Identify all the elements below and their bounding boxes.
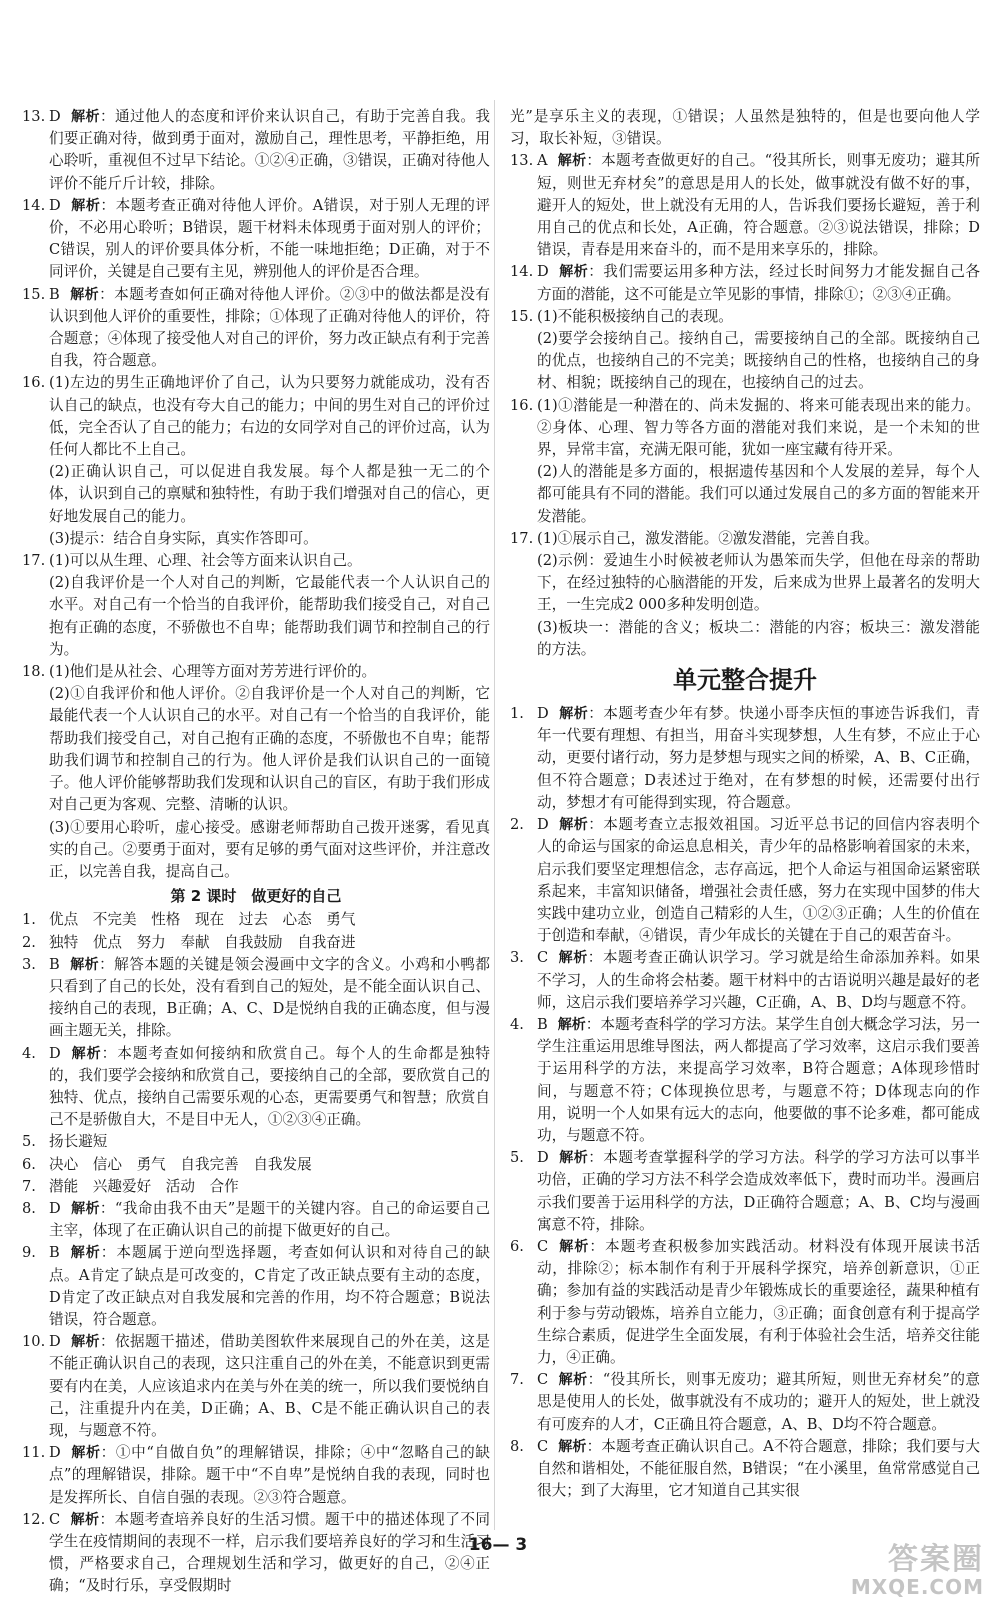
- item-number: 14.: [510, 263, 534, 281]
- analysis-text: ：本题考查科学的学习方法。某学生自创大概念学习法，另一学生注重运用思维导图法，两人都提高了学习效率，这启示我们要善于运用科学的方法，来提高学习效率，B符合题意；A体现珍惜时间，与题意不符；C体现换位思考，与题意不符；D体现志向的作用，说明一个人如果有远大的志向，他要做的事不论多难，都可能成功，与题意不符。: [537, 1015, 980, 1144]
- answer-item: [510, 703, 980, 814]
- analysis-text: ：“役其所长，则事无废功；避其所短，则世无弃材矣”的意思是使用人的长处，做事就没有不成功的；避开人的短处，世上就没有可废弃的人才，C正确且符合题意，A、B、D均不符合题意。: [537, 1371, 980, 1433]
- item-body: [49, 954, 490, 1043]
- analysis-label: 解析: [70, 197, 101, 214]
- answer-item: [510, 1014, 980, 1147]
- analysis-label: 解析: [558, 1372, 588, 1389]
- analysis-text: ：本题考查培养良好的生活习惯。题干中的描述体现了不同学生在疫情期间的表现不一样，启示我们要培养良好的学习和生活习惯，严格要求自己，合理规划生活和学习，做更好的自己，②④正确；“及时行乐，享受假期时: [49, 1510, 490, 1595]
- answer-paragraph: (1)可以从生理、心理、社会等方面来认识自己。: [49, 552, 362, 570]
- item-number: 18.: [22, 663, 46, 681]
- item-body: [537, 528, 980, 661]
- analysis-text: ：依据题干描述，借助美图软件来展现自己的外在美，这是不能正确认识自己的表现，这只注重自己的外在美，不能意识到更需要有内在美，人应该追求内在美与外在美的统一，所以我们要悦纳自己，注重提升内在美，D正确；A、B、C是不能正确认识自己的表现，与题意不符。: [49, 1333, 490, 1439]
- answer-item: [22, 372, 490, 550]
- analysis-text: ：本题属于逆向型选择题，考查如何认识和对待自己的缺点。A肯定了缺点是可改变的，C肯定了改正缺点要有主动的态度，D肯定了改正缺点对自我发展和完善的作用，均不符合题意；B说法错误，符合题意。: [49, 1244, 490, 1328]
- analysis-label: 解析: [558, 1238, 590, 1255]
- analysis-label: 解析: [69, 1245, 101, 1262]
- answer-item: [22, 195, 490, 284]
- answer-terms: 扬长避短: [49, 1133, 108, 1151]
- answer-item: [22, 1043, 490, 1132]
- answer-item: [22, 1442, 490, 1509]
- answer-letter: C: [537, 1437, 549, 1455]
- item-body: [537, 1014, 980, 1147]
- answer-letter: B: [49, 285, 60, 303]
- answer-paragraph: (2)示例：爱迪生小时候被老师认为愚笨而失学，但他在母亲的帮助下，在经过独特的心脑潜能的开发，后来成为世界上最著名的发明大王，一生完成2 000多种发明创造。: [537, 552, 980, 614]
- continuation-text: 光”是享乐主义的表现，①错误；人虽然是独特的，但是也要向他人学习，取长补短，③错误。: [510, 108, 980, 148]
- answer-letter: C: [49, 1510, 61, 1528]
- item-body: [537, 1147, 980, 1236]
- answer-paragraph: (2)要学会接纳自己。接纳自己，需要接纳自己的全部。既接纳自己的优点，也接纳自己的不完美；既接纳自己的性格，也接纳自己的身材、相貌；既接纳自己的现在，也接纳自己的过去。: [537, 330, 980, 392]
- item-body: [49, 1442, 490, 1509]
- answer-letter: D: [537, 705, 549, 723]
- item-number: 8.: [22, 1199, 36, 1217]
- analysis-text: ：本题考查如何正确对待他人评价。②③中的做法都是没有认识到他人评价的重要性，排除；①体现了正确对待他人的评价，符合题意；④体现了接受他人对自己的评价，努力改正缺点有利于完善自我，符合题意。: [49, 285, 490, 370]
- item-number: 3.: [22, 955, 36, 973]
- analysis-text: ：本题考查正确认识学习。学习就是给生命添加养料。如果不学习，人的生命将会枯萎。题干材料中的古语说明兴趣是最好的老师，这启示我们要培养学习兴趣，C正确，A、B、D均与题意不符。: [537, 949, 980, 1011]
- answer-paragraph: (2)正确认识自己，可以促进自我发展。每个人都是独一无二的个体，认识到自己的禀赋和独特性，有助于我们增强对自己的信心，更好地发展自己的能力。: [49, 463, 490, 525]
- item-body: [49, 550, 490, 661]
- answer-item: [510, 306, 980, 395]
- analysis-text: ：本题考查正确认识自己。A不符合题意，排除；我们要与大自然和谐相处，不能征服自然，B错误；“在小溪里，鱼常常感觉自己很大；到了大海里，它才知道自己其实很: [537, 1437, 981, 1500]
- answer-paragraph: (1)他们是从社会、心理等方面对芳芳进行评价的。: [49, 663, 377, 681]
- item-body: [49, 372, 490, 550]
- analysis-label: 解析: [558, 264, 589, 281]
- item-number: 2.: [510, 816, 524, 834]
- answer-terms: 决心 信心 勇气 自我完善 自我发展: [49, 1155, 312, 1173]
- item-body: [49, 1154, 490, 1176]
- item-number: 8.: [510, 1437, 524, 1455]
- item-body: [537, 1369, 980, 1436]
- answer-letter: B: [49, 955, 60, 973]
- watermark-logo: [851, 1544, 984, 1598]
- analysis-label: 解析: [557, 1016, 586, 1033]
- answer-item: [22, 1176, 490, 1198]
- answer-letter: D: [49, 108, 61, 125]
- answer-letter: C: [537, 949, 549, 967]
- answer-letter: D: [537, 1149, 549, 1167]
- item-number: 15.: [510, 307, 534, 325]
- item-body: [537, 1236, 980, 1369]
- analysis-label: 解析: [558, 1150, 589, 1167]
- answer-paragraph: (3)①要用心聆听，虚心接受。感谢老师帮助自己拨开迷雾，看见真实的自己。②要勇于面对，要有足够的勇气面对这些评价，并注意改正，以完善自我，提高自己。: [49, 818, 490, 880]
- item-number: 17.: [510, 529, 534, 547]
- lesson-heading: 第 2 课时 做更好的自己: [170, 887, 342, 906]
- item-body: [537, 395, 980, 528]
- item-body: [49, 1043, 490, 1132]
- item-body: [49, 1198, 490, 1242]
- answer-item: [22, 550, 490, 661]
- answer-item: [510, 1369, 980, 1436]
- watermark-title: 答案圈: [888, 1542, 984, 1577]
- answer-letter: D: [49, 1444, 61, 1462]
- column-divider: [494, 100, 495, 1530]
- item-number: 9.: [22, 1244, 36, 1262]
- answer-item: [510, 150, 980, 261]
- analysis-label: 解析: [70, 1511, 100, 1528]
- answer-item: [510, 395, 980, 528]
- answer-terms: 独特 优点 努力 奉献 自我鼓励 自我奋进: [49, 933, 356, 951]
- item-number: 1.: [510, 705, 524, 723]
- page-number: 16— 3: [468, 1535, 528, 1555]
- analysis-text: ：①中“自做自负”的理解错误，排除；④中“忽略自己的缺点”的理解错误，排除。题干中“不自卑”是悦纳自我的表现，同时也是发挥所长、自信自强的表现。②③符合题意。: [49, 1444, 491, 1506]
- item-body: [537, 947, 980, 1014]
- item-number: 1.: [22, 911, 36, 929]
- answer-item: [510, 1147, 980, 1236]
- analysis-text: ：本题考查正确对待他人评价。A错误，对于别人无理的评价，不必用心聆听；B错误，题干材料未体现勇于面对别人的评价；C错误，别人的评价要具体分析，不能一味地拒绝；D正确，对于不同评价，关键是自己要有主见，辨别他人的评价是否合理。: [49, 196, 491, 281]
- item-body: [537, 814, 980, 947]
- answer-letter: D: [537, 263, 549, 281]
- analysis-label: 解析: [70, 1200, 100, 1217]
- item-body: [537, 150, 980, 261]
- item-number: 2.: [22, 933, 36, 951]
- answer-terms: 优点 不完美 性格 现在 过去 心态 勇气: [49, 911, 356, 929]
- item-body: [49, 909, 490, 931]
- item-body: [49, 284, 490, 373]
- answer-paragraph: (1)左边的男生正确地评价了自己，认为只要努力就能成功，没有否认自己的缺点，也没有夸大自己的能力；中间的男生对自己的评价过低，完全否认了自己的能力；右边的女同学对自己的评价过高，认为任何人都比不上自己。: [49, 374, 490, 459]
- answer-letter: D: [537, 816, 549, 834]
- item-number: 13.: [510, 152, 534, 170]
- answer-paragraph: (3)提示：结合自身实际，真实作答即可。: [49, 529, 318, 547]
- answer-terms: 潜能 兴趣爱好 活动 合作: [49, 1177, 239, 1195]
- answer-item: [510, 261, 980, 305]
- item-number: 16.: [22, 374, 46, 392]
- item-body: [537, 703, 980, 814]
- analysis-text: ：本题考查掌握科学的学习方法。科学的学习方法可以事半功倍，正确的学习方法不科学会造成效率低下，费时而功半。漫画启示我们要善于运用科学的方法，D正确符合题意；A、B、C均与漫画寓意不符，排除。: [537, 1149, 980, 1233]
- answer-letter: B: [49, 1244, 60, 1262]
- analysis-text: ：通过他人的态度和评价来认识自己，有助于完善自我。我们要正确对待，做到勇于面对，激励自己，理性思考，平静拒绝，用心聆听，重视但不过早下结论。①②④正确，③错误，正确对待他人评价不能斤斤计较，排除。: [49, 108, 490, 192]
- item-body: [49, 106, 490, 195]
- analysis-label: 解析: [558, 706, 589, 723]
- item-body: [49, 1131, 490, 1153]
- item-body: [537, 1436, 980, 1503]
- answer-item: [510, 947, 980, 1014]
- answer-letter: D: [49, 1199, 61, 1217]
- analysis-text: ：本题考查如何接纳和欣赏自己。每个人的生命都是独特的，我们要学会接纳和欣赏自己，要接纳自己的全部，要欣赏自己的独特、优点，接纳自己需要乐观的心态，更需要勇气和智慧；欣赏自己不是骄傲自大，不是目中无人，①②③④正确。: [49, 1044, 490, 1129]
- answer-paragraph: (1)不能积极接纳自己的表现。: [537, 307, 733, 325]
- answer-item: [22, 1242, 490, 1331]
- answer-letter: D: [49, 196, 61, 214]
- item-body: [49, 1331, 490, 1442]
- analysis-text: ：本题考查积极参加实践活动。材料没有体现开展读书活动，排除②；标本制作有利于开展科学探究，培养创新意识，①正确；参加有益的实践活动是青少年锻炼成长的重要途径，蔬果种植有利于参与劳动锻炼，培养自立能力，③正确；面食创意有利于提高学生综合素质，促进学生全面发展，有利于体验社会生活，培养交往能力，④正确。: [537, 1237, 980, 1366]
- left-column: [22, 106, 490, 1598]
- analysis-label: 解析: [69, 286, 100, 303]
- answer-paragraph: (2)①自我评价和他人评价。②自我评价是一个人对自己的判断，它最能代表一个人认识自己的水平。对自己有一个恰当的自我评价，能帮助我们接受自己，对自己抱有正确的态度，不骄傲也不自卑；能帮助我们调节和控制自己的行为。他人评价是我们认识自己的一面镜子。他人评价能够帮助我们发现和认识自己的盲区，有助于我们形成对自己更为客观、完整、清晰的认识。: [49, 685, 490, 814]
- item-body: [49, 1242, 490, 1331]
- analysis-label: 解析: [70, 1445, 101, 1462]
- answer-paragraph: (1)①展示自己，激发潜能。②激发潜能，完善自我。: [537, 529, 879, 547]
- analysis-label: 解析: [69, 956, 100, 973]
- analysis-label: 解析: [558, 1438, 587, 1455]
- analysis-text: ：本题考查做更好的自己。“役其所长，则事无废功；避其所短，则世无弃材矣”的意思是用人的长处，做事就没有做不好的事，避开人的短处，世上就没有无用的人，告诉我们要扬长避短，善于利用自己的优点和长处，A正确，符合题意。②③说法错误，排除；D错误，青春是用来奋斗的，而不是用来享乐的，排除。: [537, 152, 980, 259]
- answer-item: [22, 661, 490, 883]
- answer-item: [22, 909, 490, 931]
- item-number: 10.: [22, 1333, 46, 1351]
- item-number: 6.: [510, 1237, 524, 1255]
- answer-item: [22, 1198, 490, 1242]
- section-heading: 单元整合提升: [673, 666, 817, 695]
- watermark-domain: MXQE.COM: [850, 1575, 984, 1599]
- item-number: 5.: [510, 1149, 524, 1167]
- item-body: [537, 306, 980, 395]
- analysis-label: 解析: [70, 1334, 100, 1351]
- answer-item: [510, 814, 980, 947]
- analysis-label: 解析: [558, 950, 588, 967]
- item-number: 7.: [22, 1177, 36, 1195]
- answer-item: [510, 1436, 980, 1503]
- answer-item: [22, 106, 490, 195]
- analysis-label: 解析: [558, 817, 589, 834]
- answer-paragraph: (1)①潜能是一种潜在的、尚未发掘的、将来可能表现出来的能力。②身体、心理、智力等各方面的潜能对我们来说，是一个未知的世界，异常丰富，充满无限可能，犹如一座宝藏有待开采。: [537, 396, 980, 459]
- item-body: [49, 195, 490, 284]
- item-number: 13.: [22, 108, 46, 125]
- analysis-text: ：“我命由我不由天”是题干的关键内容。自己的命运要自己主宰，体现了在正确认识自己的前提下做更好的自己。: [49, 1199, 490, 1240]
- item-number: 14.: [22, 196, 46, 214]
- item-body: [49, 1176, 490, 1198]
- item-number: 6.: [22, 1155, 36, 1173]
- answer-item: [22, 1331, 490, 1442]
- analysis-text: ：我们需要运用多种方法，经过长时间努力才能发掘自己各方面的潜能，这不可能是立竿见影的事情，排除①；②③④正确。: [537, 263, 980, 303]
- analysis-label: 解析: [70, 109, 100, 125]
- analysis-text: ：解答本题的关键是领会漫画中文字的含义。小鸡和小鸭都只看到了自己的长处，没有看到自己的短处，是不能全面认识自己、接纳自己的表现，B正确；A、C、D是悦纳自我的正确态度，但与漫画主题无关，排除。: [49, 955, 490, 1040]
- item-number: 4.: [22, 1044, 36, 1062]
- answer-letter: D: [49, 1333, 61, 1351]
- item-number: 7.: [510, 1371, 524, 1389]
- answer-item: [22, 1154, 490, 1176]
- item-number: 3.: [510, 949, 524, 967]
- answer-paragraph: (2)自我评价是一个人对自己的判断，它最能代表一个人认识自己的水平。对自己有一个恰当的自我评价，能帮助我们接受自己，对自己抱有正确的态度，不骄傲也不自卑；能帮助我们调节和控制自己的行为。: [49, 574, 490, 658]
- answer-item: [22, 1131, 490, 1153]
- item-body: [49, 661, 490, 883]
- analysis-text: ：本题考查立志报效祖国。习近平总书记的回信内容表明个人的命运与国家的命运息息相关，青少年的品格影响着国家的未来，启示我们要坚定理想信念，志存高远，把个人命运与祖国命运紧密联系起来，丰富知识储备，增强社会责任感，努力在实现中国梦的伟大实践中建功立业，创造自己精彩的人生，①②③正确；人生的价值在于创造和奉献，④错误，青少年成长的关键在于自己的艰苦奋斗。: [537, 816, 980, 945]
- item-number: 15.: [22, 285, 46, 303]
- item-number: 4.: [510, 1015, 524, 1033]
- item-number: 11.: [22, 1444, 46, 1462]
- item-body: [537, 261, 980, 305]
- item-number: 5.: [22, 1133, 36, 1151]
- answer-letter: D: [49, 1044, 61, 1062]
- answer-letter: C: [537, 1371, 549, 1389]
- item-number: 16.: [510, 396, 534, 414]
- answer-paragraph: (3)板块一：潜能的含义；板块二：潜能的内容；板块三：激发潜能的方法。: [537, 618, 980, 658]
- analysis-label: 解析: [70, 1045, 102, 1062]
- analysis-label: 解析: [557, 153, 587, 170]
- right-column: [510, 106, 980, 1502]
- answer-item: [22, 932, 490, 954]
- answer-letter: B: [537, 1015, 548, 1033]
- answer-paragraph: (2)人的潜能是多方面的，根据遗传基因和个人发展的差异，每个人都可能具有不同的潜能。我们可以通过发展自己的多方面的智能来开发潜能。: [537, 463, 980, 525]
- answer-item: [22, 284, 490, 373]
- answer-item: [22, 954, 490, 1043]
- item-body: [49, 932, 490, 954]
- analysis-text: ：本题考查少年有梦。快递小哥李庆恒的事迹告诉我们，青年一代要有理想、有担当，用奋斗实现梦想，人生有梦，不应止于心动，更要付诸行动，努力是梦想与现实之间的桥梁，A、B、C正确，但不符合题意；D表述过于绝对，在有梦想的时候，还需要付出行动，梦想才有可能得到实现，符合题意。: [537, 705, 980, 811]
- answer-item: [510, 528, 980, 661]
- answer-letter: A: [537, 152, 548, 170]
- answer-item: [510, 1236, 980, 1369]
- item-number: 17.: [22, 552, 46, 570]
- item-number: 12.: [22, 1510, 46, 1528]
- answer-letter: C: [537, 1237, 549, 1255]
